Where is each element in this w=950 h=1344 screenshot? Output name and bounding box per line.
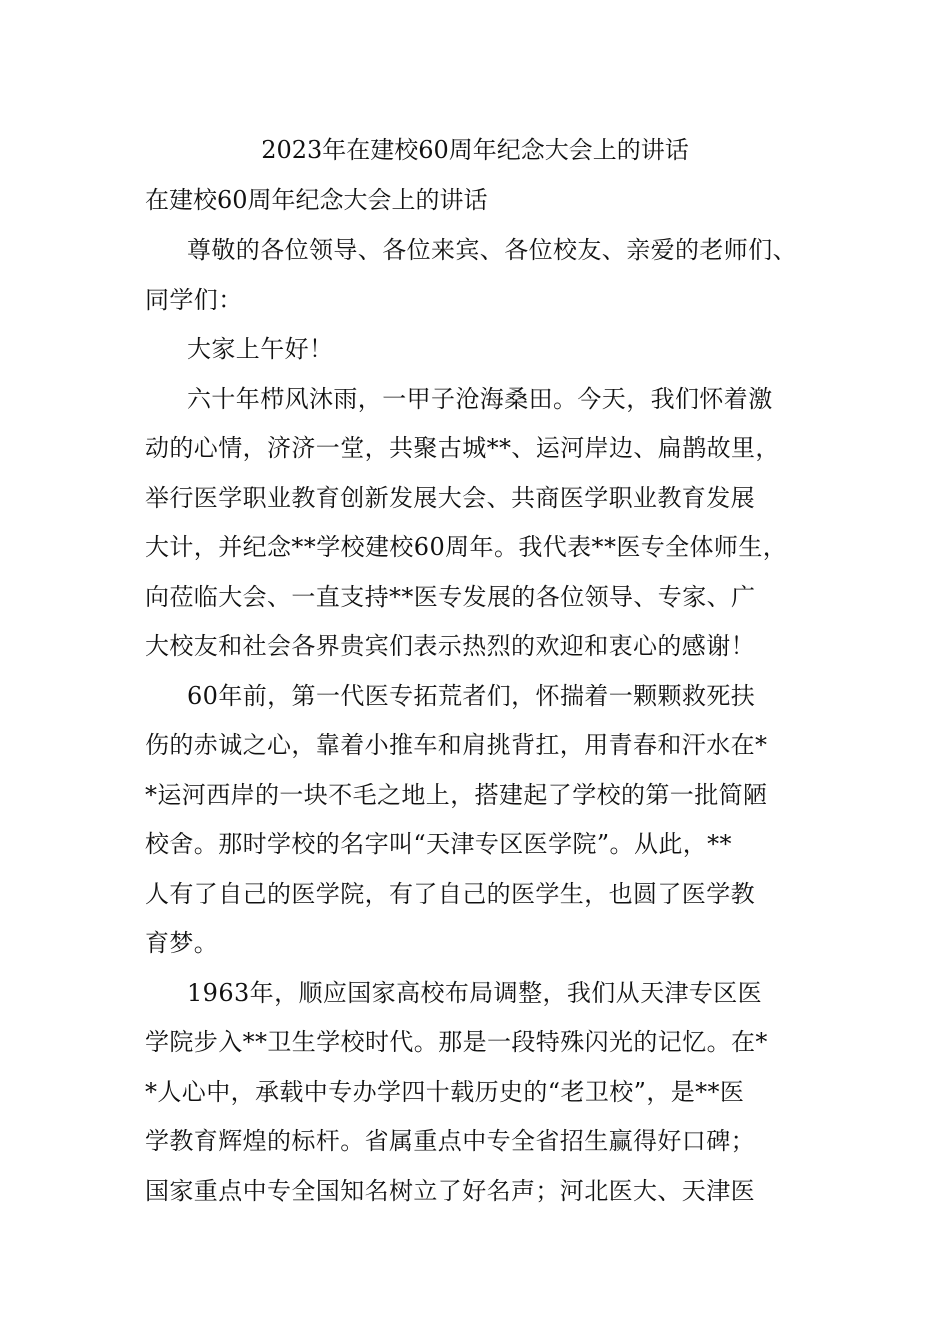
- text-line: 伤的赤诚之心，靠着小推车和肩挑背扛，用青春和汗水在*: [145, 731, 768, 759]
- text-line: 举行医学职业教育创新发展大会、共商医学职业教育发展: [145, 483, 755, 512]
- text-line: 学教育辉煌的标杆。省属重点中专全省招生赢得好口碑；: [145, 1127, 755, 1155]
- text-line: 动的心情，济济一堂，共聚古城**、运河岸边、扁鹊故里，: [145, 434, 780, 462]
- text-line: *运河西岸的一块不毛之地上，搭建起了学校的第一批简陋: [145, 780, 768, 809]
- text-line: 向莅临大会、一直支持**医专发展的各位领导、专家、广: [145, 582, 756, 611]
- text-line: 育梦。: [145, 929, 219, 957]
- text-line: 1963年，顺应国家高校布局调整，我们从天津专区医: [187, 978, 763, 1007]
- text-line: 校舍。那时学校的名字叫“天津专区医学院”。从此，**: [145, 830, 732, 858]
- text-line: 大校友和社会各界贵宾们表示热烈的欢迎和衷心的感谢！: [145, 632, 755, 660]
- text-line: 人有了自己的医学院，有了自己的医学生，也圆了医学教: [145, 879, 755, 908]
- text-line: 60年前，第一代医专拓荒者们，怀揣着一颗颗救死扶: [187, 681, 756, 710]
- text-line: 尊敬的各位领导、各位来宾、各位校友、亲爱的老师们、: [187, 236, 797, 264]
- text-line: 国家重点中专全国知名树立了好名声；河北医大、天津医: [145, 1176, 755, 1205]
- text-line: 六十年栉风沐雨，一甲子沧海桑田。今天，我们怀着激: [187, 384, 773, 413]
- text-line: *人心中，承载中专办学四十载历史的“老卫校”，是**医: [145, 1077, 745, 1106]
- text-line: 学院步入**卫生学校时代。那是一段特殊闪光的记忆。在*: [145, 1028, 768, 1056]
- document-body: [145, 228, 835, 1218]
- text-line: 大家上午好！: [187, 335, 334, 363]
- document-title: 2023年在建校60周年纪念大会上的讲话: [261, 136, 689, 164]
- text-line: 大计，并纪念**学校建校60周年。我代表**医专全体师生，: [145, 533, 788, 561]
- text-line: 同学们：: [145, 285, 243, 314]
- document-subtitle: 在建校60周年纪念大会上的讲话: [145, 186, 488, 214]
